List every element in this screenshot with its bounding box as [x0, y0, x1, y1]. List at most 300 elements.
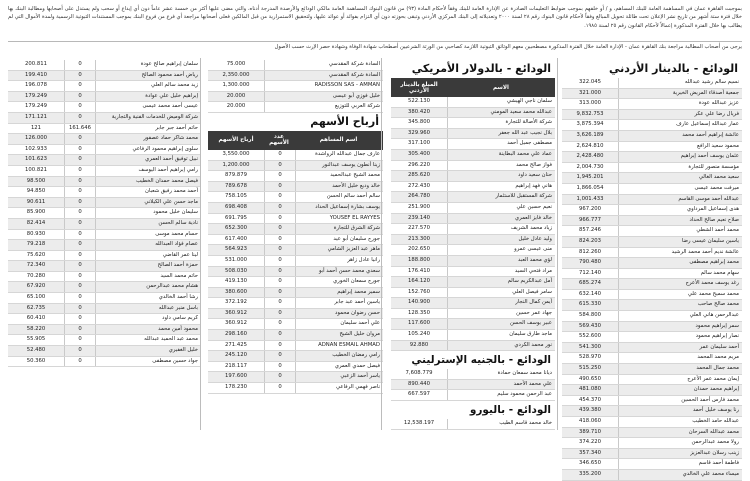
eur-table	[391, 419, 555, 430]
row-value: 196.078	[8, 81, 65, 91]
row-name: فيصل حمدي العمري	[334, 362, 380, 369]
table-row	[391, 298, 555, 309]
table-row	[208, 319, 383, 330]
row-name: عيسى أحمد محمد عيسى	[142, 103, 198, 110]
row-name: YOUSEF EL RAYYES	[329, 214, 380, 221]
table-row	[562, 216, 742, 227]
table-row	[8, 261, 201, 272]
row-value: 531.000	[208, 256, 265, 266]
table-row	[8, 219, 201, 230]
table-row	[8, 304, 201, 315]
row-name: زيد محمد سالم العلي	[151, 82, 198, 89]
row-value: 62.735	[8, 304, 65, 314]
row-name: رنا يوسف خليل أحمد	[692, 407, 739, 414]
table-row	[208, 245, 383, 256]
table-row	[8, 335, 201, 346]
small-dividends-table	[8, 60, 201, 367]
row-name: شركة الوميض للخدمات الفنية والتجارية	[111, 113, 198, 120]
row-value: 1,866.054	[562, 184, 619, 194]
row-value: 67.920	[8, 282, 65, 292]
table-row	[8, 177, 201, 188]
row-name: عائشة نديم أحمد محمد الرشيد	[671, 248, 739, 255]
table-row	[391, 118, 555, 129]
row-count: 0	[65, 272, 96, 282]
row-name: شركة العربي للتوزيع	[334, 103, 380, 110]
table-row	[562, 78, 742, 89]
row-count: 0	[265, 330, 296, 340]
usd-section-title: الودائع - بالدولار الأمريكي	[411, 62, 551, 75]
row-value: 454.370	[562, 396, 619, 406]
table-row	[562, 110, 742, 121]
row-value: 79.218	[8, 240, 65, 250]
row-name: سهام محمد سالم	[700, 269, 739, 276]
row-count: 0	[65, 346, 96, 356]
row-value: 94.850	[8, 187, 65, 197]
table-row	[8, 325, 201, 336]
row-name: خالد وديع خليل الأحمد	[332, 182, 380, 189]
row-name: فاطمة أحمد قاسم	[698, 460, 739, 467]
row-value: 698.408	[208, 203, 265, 213]
row-name: فيصل محمد حمدان الخطيب	[135, 177, 198, 184]
row-value: 419.130	[208, 277, 265, 287]
table-row	[391, 214, 555, 225]
row-name: نسيم سالم رشيد عبدالله	[684, 79, 739, 85]
row-count: 0	[65, 177, 96, 187]
row-value: 98.500	[8, 177, 65, 187]
row-name: حسن رضوان محمود	[335, 309, 380, 316]
table-row	[562, 375, 742, 386]
table-row	[208, 192, 383, 203]
row-count: 0	[65, 304, 96, 314]
table-row	[208, 71, 383, 82]
row-name: نعيم حسين علي	[516, 203, 552, 210]
jod-deposits-section	[562, 60, 742, 481]
row-name: سعدي محمد حسن أحمد أبو	[318, 267, 380, 274]
shares-header-count: عدد الأسهم	[269, 134, 289, 147]
row-value: 380.420	[391, 108, 448, 118]
table-row	[562, 311, 742, 322]
row-name: محمد عبد الحميد عبدالله	[144, 336, 198, 343]
row-name: محمد الشيخ عبدالحميد	[330, 172, 380, 179]
row-value: 199.410	[8, 71, 65, 81]
row-value: 346.650	[562, 459, 619, 469]
row-name: محمد عبدالله السرحان	[688, 428, 739, 435]
table-row	[208, 171, 383, 182]
row-name: أحمد محمد رفيق شعبان	[145, 188, 198, 195]
table-row	[562, 258, 742, 269]
row-name: خالد فايز العمري	[515, 214, 552, 221]
row-value: 245.120	[208, 351, 265, 361]
row-value: 481.080	[562, 385, 619, 395]
row-name: زينا أنطون يوسف عبدالنور	[322, 161, 380, 168]
table-row	[8, 92, 201, 103]
row-count: 0	[65, 102, 96, 112]
row-value: 439.380	[562, 406, 619, 416]
row-name: سالم أحمد سالم الحسن	[326, 193, 380, 200]
row-name: محمود سعيد الرافع	[697, 142, 739, 149]
row-value: 322.045	[562, 78, 619, 88]
table-row	[391, 150, 555, 161]
row-value: 90.611	[8, 198, 65, 208]
row-count: 0	[65, 198, 96, 208]
row-value: 105.240	[391, 330, 448, 340]
gbp-section-title: الودائع - بالجنيه الإسترليني	[411, 354, 551, 367]
table-row	[391, 245, 555, 256]
row-value: 20.000	[208, 92, 265, 102]
table-row	[562, 131, 742, 142]
row-name: محمد شاكر حماد عصفور	[143, 135, 198, 142]
table-row	[208, 341, 383, 352]
table-row	[8, 145, 201, 156]
row-name: عبدالله محمد سعيد المومني	[490, 108, 552, 115]
row-name: نادية سالم الحسن	[158, 219, 198, 226]
small-dividends-section	[8, 60, 201, 367]
table-row	[208, 161, 383, 172]
row-value: 528.970	[562, 353, 619, 363]
row-name: رولا محمد عبدالرحمن	[691, 439, 739, 446]
row-value: 70.280	[8, 272, 65, 282]
row-count: 161.646	[65, 124, 96, 134]
row-value: 55.905	[8, 335, 65, 345]
row-value: 2,004.730	[562, 163, 619, 173]
table-row	[562, 353, 742, 364]
row-count: 0	[65, 230, 96, 240]
row-value: 632.140	[562, 290, 619, 300]
row-name: كريم سامي داود	[162, 315, 198, 322]
row-name: رامي إبراهيم أحمد اليوسف	[138, 166, 198, 173]
table-row	[8, 81, 201, 92]
shares-table	[208, 150, 383, 394]
row-name: جورج سمعان الخوري	[333, 278, 380, 285]
row-value: 227.570	[391, 224, 448, 234]
row-name: صلاح نعيم صالح الحداد	[689, 216, 739, 223]
row-value: 128.350	[391, 309, 448, 319]
row-name: ناصر فهمي الرفاعي	[335, 384, 380, 391]
table-row	[391, 369, 555, 380]
row-count: 0	[265, 224, 296, 234]
table-row	[208, 102, 383, 113]
table-row	[562, 459, 742, 470]
row-name: ياسر أحمد الزعبي	[340, 373, 380, 380]
usd-deposits-section	[391, 60, 555, 430]
row-count: 0	[265, 277, 296, 287]
row-name: نور محمد الكردي	[514, 341, 552, 348]
table-row	[391, 129, 555, 140]
row-name: مراد فتحي السيد	[514, 267, 552, 274]
row-name: ياسين سليمان عيسى رضا	[681, 237, 739, 244]
row-name: رانيا عادل زاهر	[347, 256, 380, 263]
row-name: سمر إبراهيم محمود	[695, 322, 739, 329]
row-count: 0	[65, 314, 96, 324]
row-name: سلمان إبراهيم صالح عودة	[140, 61, 198, 67]
row-value: 52.480	[8, 346, 65, 356]
row-name: سمير محمد إبراهيم	[337, 288, 380, 295]
row-name: خليل الغفيري	[168, 347, 198, 354]
row-value: 305.400	[391, 150, 448, 160]
table-row	[562, 99, 742, 110]
row-value: 298.160	[208, 330, 265, 340]
table-row	[8, 314, 201, 325]
jod-section-title: الودائع - بالدينار الأردني	[609, 62, 738, 75]
row-value: 691.795	[208, 214, 265, 224]
table-row	[562, 237, 742, 248]
row-value: 171.121	[8, 113, 65, 123]
row-count: 0	[65, 145, 96, 155]
table-row	[391, 380, 555, 391]
row-value: 82.414	[8, 219, 65, 229]
row-count: 0	[65, 71, 96, 81]
row-count: 0	[265, 235, 296, 245]
row-name: أمل عبدالكريم سالم	[507, 278, 552, 285]
row-value: 285.620	[391, 171, 448, 181]
row-count: 0	[265, 319, 296, 329]
table-row	[562, 385, 742, 396]
row-name: مروان خليل الشيخ	[339, 331, 380, 338]
table-row	[391, 256, 555, 267]
table-row	[208, 256, 383, 267]
row-name: حمزة أحمد الصالح	[157, 262, 198, 269]
row-value: 20.000	[208, 102, 265, 112]
row-name: جهاد عمر حسين	[516, 309, 552, 316]
row-value: 164.120	[391, 277, 448, 287]
row-name: جواد حسين مصطفى	[152, 357, 198, 364]
table-row	[208, 288, 383, 299]
row-value: 100.821	[8, 166, 65, 176]
row-value: 667.597	[391, 390, 448, 400]
row-value: 380.600	[208, 288, 265, 298]
row-count: 0	[265, 372, 296, 382]
row-name: محمود أمين محمد	[158, 325, 198, 332]
row-name: عبدالرحمن هاني العلي	[689, 312, 739, 319]
jod-table	[562, 78, 742, 481]
gbp-table	[391, 369, 555, 401]
row-value: 345.800	[391, 118, 448, 128]
table-row	[562, 438, 742, 449]
row-name: ياسين أحمد عبد جابر	[334, 299, 380, 306]
table-row	[391, 288, 555, 299]
row-name: عبدالله حامد الخطيب	[692, 418, 739, 424]
table-row	[208, 277, 383, 288]
table-row	[8, 208, 201, 219]
row-name: إبراهيم خليل علي عوادة	[145, 92, 198, 99]
row-count: 0	[265, 192, 296, 202]
row-value: 101.623	[8, 155, 65, 165]
row-name: هاني فهد إبراهيم	[515, 182, 552, 189]
row-name: رامي رمضان الخطيب	[332, 352, 380, 359]
row-value: 251.900	[391, 203, 448, 213]
table-row	[8, 230, 201, 241]
row-value: 758.105	[208, 192, 265, 202]
row-value: 313.000	[562, 99, 619, 109]
row-name: منى عيسى عمرو	[514, 246, 552, 253]
shares-section-title: أرباح الأسهم	[310, 114, 379, 128]
row-value: 541.300	[562, 343, 619, 353]
column-divider	[381, 58, 382, 430]
row-value: 50.360	[8, 357, 65, 367]
row-name: سلوى إبراهيم محمود الرفاعي	[132, 145, 198, 152]
table-row	[562, 406, 742, 417]
row-value: 967.200	[562, 205, 619, 215]
row-name: وليد عادل خليل	[518, 235, 552, 242]
row-value: 617.400	[208, 235, 265, 245]
table-row	[391, 171, 555, 182]
row-count: 0	[265, 351, 296, 361]
row-count: 0	[265, 214, 296, 224]
row-name: محمد أحمد الشطي	[696, 227, 739, 234]
table-row	[391, 390, 555, 401]
row-value: 564.923	[208, 245, 265, 255]
row-name: عارف جمال عبدالله الرواشدة	[315, 150, 380, 157]
row-name: جمعية أصدقاء المريض الخيرية	[672, 89, 739, 96]
row-name: ماهر عبد العزيز الشامي	[327, 246, 380, 253]
row-name: باسل منير عبدالله	[158, 304, 198, 311]
table-row	[391, 161, 555, 172]
row-count: 0	[65, 60, 96, 70]
row-name: السادة شركة المقدسي	[328, 61, 380, 67]
row-name: RADISSON SAS - AMMAN	[314, 82, 380, 89]
row-name: إيمان محمد عمر الأعرج	[687, 375, 739, 382]
row-name: خالد محمد قاسم الطيب	[499, 420, 552, 427]
row-value: 179.249	[8, 92, 65, 102]
table-row	[8, 240, 201, 251]
row-value: 272.430	[391, 182, 448, 192]
row-count: 0	[265, 256, 296, 266]
intro-paragraph: بموجبت القاهرة عمان في المساهمة العامة للبنك المساهم، و / أو خلفهم بموجب ضوابط التعليمات الصادرة عن الإدارة العامة للبنك وفقاً لأحكام المادة (٩٣) من قانون البنوك المساهمة العامة مالكي الودائع والأرصدة المدرجة أدناه، والتي مضى عليها أكثر من خمسة عشر عاماً دون أي إيداع أو سحب ولم يستدل على أصحابها ومطالبة البنك بها خلال فترة ستة أشهر من تاريخ نشر الإعلان تحت طائلة تحويل المبالغ وفقاً لأحكام قانون البنوك رقم ٢٨ لسنة ٢٠٠٠ وتعديلاته إلى البنك المركزي الأردني وتبقى بحوزته دون أي التزام بفوائد أو عوائد عليها، ولتحقيق الاستمرارية من قبل المالكين فعلى أصحابها مراجعة أي فرع من فروع البنك بموجب المستندات الثبوتية الرسمية ولمدة الأموال التي لم يطالب بها خلال الفترة المذكورة إعمالاً لأحكام القانون رقم ٢٥ لسنة ١٩٨٥.	[8, 6, 742, 29]
table-row	[391, 203, 555, 214]
table-row	[391, 235, 555, 246]
row-value: 85.900	[8, 208, 65, 218]
row-value: 552.600	[562, 332, 619, 342]
row-name: فريال رضا علي عكر	[694, 110, 739, 117]
row-count: 0	[65, 293, 96, 303]
row-name: محمد جمال المحمد	[696, 365, 739, 372]
row-count: 0	[65, 335, 96, 345]
row-value: 569.430	[562, 322, 619, 332]
row-name: لؤي محمد العبد	[518, 256, 552, 263]
table-row	[8, 124, 201, 135]
row-name: حنان سعيد داود	[518, 172, 552, 179]
row-name: نبيل توفيق أحمد العمري	[145, 156, 198, 163]
row-name: زياد محمد الشريف	[510, 225, 552, 232]
row-value: 508.030	[208, 267, 265, 277]
row-count: 0	[265, 161, 296, 171]
row-value: 3,550.000	[208, 150, 265, 160]
row-value: 584.800	[562, 311, 619, 321]
row-name: شركة المستقبل للاستثمار	[495, 193, 552, 200]
row-name: شركة الأصالة للتجارة	[505, 119, 552, 126]
intro-paragraph-2: يرجى من أصحاب المطالبة مراجعة بنك القاهرة عمان - الإدارة العامة خلال الفترة المذكورة مصطحبين معهم الوثائق الثبوتية اللازمة كصاحبي من الورثة الشرعيين أصطحاب شهادة الوفاة وشهادة حصر الإرث حسب الأصول	[274, 44, 742, 50]
row-value: 652.300	[208, 224, 265, 234]
table-row	[208, 224, 383, 235]
row-value: 152.760	[391, 288, 448, 298]
row-name: ديانا محمد سمعان حمادة	[497, 370, 552, 377]
row-name: ماجد طارق سليمان	[509, 331, 552, 338]
row-count: 0	[265, 309, 296, 319]
eur-section-title: الودائع - باليورو	[469, 404, 551, 417]
row-name: عمار عبدالله إسماعيل عارف	[676, 121, 739, 128]
row-count: 0	[65, 282, 96, 292]
table-row	[562, 449, 742, 460]
table-row	[562, 428, 742, 439]
row-value: 65.100	[8, 293, 65, 303]
row-value: 213.300	[391, 235, 448, 245]
row-value: 72.340	[8, 261, 65, 271]
table-row	[208, 60, 383, 71]
row-value: 372.192	[208, 298, 265, 308]
row-value: 712.140	[562, 269, 619, 279]
row-value: 1,300.000	[208, 81, 265, 91]
table-row	[208, 362, 383, 373]
row-name: أيمن كمال النجار	[515, 299, 552, 306]
row-name: عبير يوسف الحسن	[509, 320, 552, 327]
table-row	[391, 309, 555, 320]
table-row	[8, 113, 201, 124]
table-row	[391, 97, 555, 108]
row-count: 0	[65, 81, 96, 91]
row-count: 0	[265, 245, 296, 255]
row-count: 0	[65, 208, 96, 218]
row-count: 0	[265, 150, 296, 160]
table-row	[391, 319, 555, 330]
row-name: نصار إبراهيم محمود	[695, 333, 739, 340]
row-name: شركة الشرق للتجارة	[333, 225, 380, 232]
row-value: 202.650	[391, 245, 448, 255]
row-name: مصطفى جميل أحمد	[507, 140, 552, 147]
table-row	[8, 155, 201, 166]
shares-header-name: اسم المساهم	[319, 137, 358, 144]
row-name: سامر فيصل العلي	[512, 288, 552, 295]
table-row	[562, 322, 742, 333]
row-count: 0	[65, 219, 96, 229]
column-divider	[200, 58, 201, 430]
row-name: مريم محمد المحمد	[697, 354, 739, 361]
table-row	[562, 343, 742, 354]
usd-table	[391, 97, 555, 351]
row-value: 890.440	[391, 380, 448, 390]
table-row	[562, 195, 742, 206]
row-value: 75.000	[208, 60, 265, 70]
table-row	[8, 102, 201, 113]
table-row	[562, 269, 742, 280]
table-row	[208, 298, 383, 309]
table-row	[8, 166, 201, 177]
row-value: 188.800	[391, 256, 448, 266]
row-count: 0	[265, 171, 296, 181]
row-value: 140.900	[391, 298, 448, 308]
row-name: عائشة إبراهيم أحمد محمد	[682, 131, 739, 138]
row-name: عثمان يوسف أحمد إبراهيم	[680, 153, 739, 160]
row-count: 0	[265, 362, 296, 372]
row-name: يوسف بشارة إسماعيل الحداد	[315, 203, 380, 210]
row-value: 296.220	[391, 161, 448, 171]
row-name: ADNAN ESMAIL AHMAD	[318, 341, 380, 348]
shares-section	[208, 60, 383, 394]
row-name: زينب رسلان عبدالعزيز	[690, 449, 739, 456]
row-value: 3,626.189	[562, 131, 619, 141]
table-row	[208, 92, 383, 103]
row-name: علي أحمد سليمان	[340, 320, 380, 327]
table-row	[562, 142, 742, 153]
row-value: 7,608.779	[391, 369, 448, 379]
row-name: هدى إسماعيل المرداوي	[686, 206, 739, 213]
row-value: 357.340	[562, 449, 619, 459]
table-row	[562, 332, 742, 343]
shares-table-header	[208, 131, 383, 150]
table-row	[8, 187, 201, 198]
row-value: 1,001.433	[562, 195, 619, 205]
row-value: 264.780	[391, 192, 448, 202]
row-name: محمد إبراهيم مصطفى	[689, 259, 739, 266]
